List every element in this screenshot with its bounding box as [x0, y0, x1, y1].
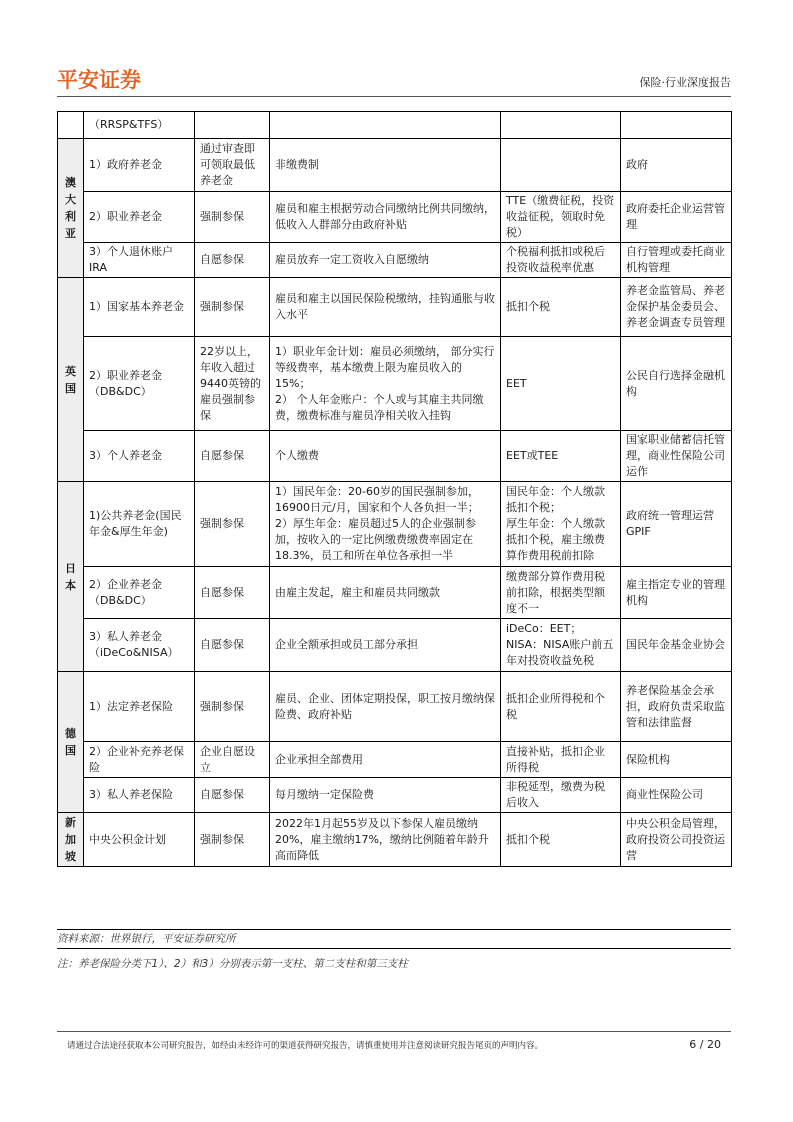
funding-cell: 雇员和雇主以国民保险税缴纳，挂钩通胀与收入水平	[270, 278, 501, 337]
plan-cell: 1）法定养老保险	[84, 672, 195, 742]
management-cell: 自行管理或委托商业机构管理	[621, 243, 732, 278]
table-row	[58, 337, 732, 431]
disclaimer-text: 请通过合法途径获取本公司研究报告，如经由未经许可的渠道获得研究报告，请慎重使用并注意阅读研究报告尾页的声明内容。	[67, 1041, 544, 1051]
tax-cell	[501, 139, 621, 192]
country-cell	[58, 813, 84, 867]
plan-cell: 3）私人养老保险	[84, 778, 195, 813]
plan-cell: 2）企业养老金（DB&DC）	[84, 567, 195, 619]
country-cell	[58, 139, 84, 278]
table-row	[58, 672, 732, 742]
management-cell: 养老保险基金会承担，政府负责采取监管和法律监督	[621, 672, 732, 742]
tax-cell: EET	[501, 337, 621, 431]
plan-cell: 3）私人养老金（iDeCo&NISA）	[84, 619, 195, 672]
table-row	[58, 431, 732, 482]
table-row	[58, 813, 732, 867]
tax-cell: iDeCo：EET； NISA：NISA账户前五年对投资收益免税	[501, 619, 621, 672]
funding-cell	[270, 112, 501, 139]
country-cell	[58, 482, 84, 672]
management-cell: 公民自行选择金融机构	[621, 337, 732, 431]
country-label: 英国	[65, 364, 76, 395]
funding-cell: 雇员放弃一定工资收入自愿缴纳	[270, 243, 501, 278]
funding-cell: 每月缴纳一定保险费	[270, 778, 501, 813]
table-row	[58, 192, 732, 243]
tax-cell: 缴费部分算作费用税前扣除，根据类型额度不一	[501, 567, 621, 619]
type-cell: 自愿参保	[195, 619, 270, 672]
table-row	[58, 243, 732, 278]
management-cell: 政府委托企业运营管理	[621, 192, 732, 243]
type-cell: 自愿参保	[195, 243, 270, 278]
tax-cell: EET或TEE	[501, 431, 621, 482]
tax-cell	[501, 112, 621, 139]
table-row	[58, 112, 732, 139]
table-row	[58, 482, 732, 567]
management-cell: 雇主指定专业的管理机构	[621, 567, 732, 619]
country-label: 澳大利亚	[65, 176, 76, 240]
tax-cell: 抵扣个税	[501, 813, 621, 867]
report-type-label: 保险·行业深度报告	[639, 76, 731, 89]
country-label: 新加坡	[65, 816, 76, 863]
plan-cell: 1)公共养老金(国民年金&厚生年金)	[84, 482, 195, 567]
management-cell: 养老金监管局、养老金保护基金委员会、养老金调查专员管理	[621, 278, 732, 337]
table-row	[58, 278, 732, 337]
funding-cell: 企业全额承担或员工部分承担	[270, 619, 501, 672]
footnote: 注：养老保险分类下1）、2）和3）分别表示第一支柱、第二支柱和第三支柱	[57, 958, 408, 970]
pension-comparison-table	[57, 111, 732, 867]
country-cell	[58, 278, 84, 482]
funding-cell: 雇员、企业、团体定期投保，职工按月缴纳保险费、政府补贴	[270, 672, 501, 742]
funding-cell: 1）国民年金：20-60岁的国民强制参加，16900日元/月，国家和个人各负担一半； 2）厚生年金：雇员超过5人的企业强制参加，按收入的一定比例缴费缴费率固定在18.3%，员工和所在单位各承担一半	[270, 482, 501, 567]
plan-cell: 1）政府养老金	[84, 139, 195, 192]
management-cell: 商业性保险公司	[621, 778, 732, 813]
footer-divider	[57, 1031, 731, 1032]
tax-cell: 个税福利抵扣或税后投资收益税率优惠	[501, 243, 621, 278]
type-cell: 强制参保	[195, 278, 270, 337]
management-cell: 政府统一管理运营GPIF	[621, 482, 732, 567]
type-cell: 强制参保	[195, 482, 270, 567]
management-cell: 政府	[621, 139, 732, 192]
type-cell	[195, 112, 270, 139]
source-note: 资料来源：世界银行，平安证券研究所	[57, 929, 731, 949]
type-cell: 强制参保	[195, 192, 270, 243]
plan-cell: 2）企业补充养老保险	[84, 742, 195, 778]
management-cell: 中央公积金局管理，政府投资公司投资运营	[621, 813, 732, 867]
funding-cell: 企业承担全部费用	[270, 742, 501, 778]
country-cell	[58, 672, 84, 813]
plan-cell: 3）个人退休账户IRA	[84, 243, 195, 278]
plan-cell: 中央公积金计划	[84, 813, 195, 867]
funding-cell: 2022年1月起55岁及以下参保人雇员缴纳20%，雇主缴纳17%，缴纳比例随着年龄升高而降低	[270, 813, 501, 867]
plan-cell: 2）职业养老金	[84, 192, 195, 243]
type-cell: 通过审查即可领取最低养老金	[195, 139, 270, 192]
type-cell: 22岁以上，年收入超过9440英镑的雇员强制参保	[195, 337, 270, 431]
table-row	[58, 778, 732, 813]
management-cell: 保险机构	[621, 742, 732, 778]
management-cell: 国家职业储蓄信托管理，商业性保险公司运作	[621, 431, 732, 482]
table-row	[58, 619, 732, 672]
plan-cell: 3）个人养老金	[84, 431, 195, 482]
management-cell	[621, 112, 732, 139]
tax-cell: 抵扣个税	[501, 278, 621, 337]
funding-cell: 非缴费制	[270, 139, 501, 192]
tax-cell: 直接补贴，抵扣企业所得税	[501, 742, 621, 778]
table-row	[58, 567, 732, 619]
type-cell: 强制参保	[195, 813, 270, 867]
type-cell: 自愿参保	[195, 567, 270, 619]
funding-cell: 由雇主发起，雇主和雇员共同缴款	[270, 567, 501, 619]
type-cell: 自愿参保	[195, 431, 270, 482]
type-cell: 企业自愿设立	[195, 742, 270, 778]
funding-cell: 雇员和雇主根据劳动合同缴纳比例共同缴纳，低收入人群部分由政府补贴	[270, 192, 501, 243]
country-label: 德国	[65, 727, 76, 757]
tax-cell: 抵扣企业所得税和个税	[501, 672, 621, 742]
page-number: 6 / 20	[689, 1038, 721, 1051]
company-logo: 平安证券	[57, 68, 141, 92]
table-row	[58, 742, 732, 778]
plan-cell: 2）职业养老金（DB&DC）	[84, 337, 195, 431]
header-divider	[57, 96, 731, 97]
country-label: 日本	[65, 561, 76, 592]
plan-cell: （RRSP&TFS）	[84, 112, 195, 139]
country-cell	[58, 112, 84, 139]
plan-cell: 1）国家基本养老金	[84, 278, 195, 337]
management-cell: 国民年金基金业协会	[621, 619, 732, 672]
type-cell: 自愿参保	[195, 778, 270, 813]
tax-cell: TTE（缴费征税，投资收益征税，领取时免税）	[501, 192, 621, 243]
funding-cell: 1）职业年金计划：雇员必须缴纳， 部分实行等级费率，基本缴费上限为雇员收入的15%； 2） 个人年金账户：个人或与其雇主共同缴费，缴费标准与雇员净相关收入挂钩	[270, 337, 501, 431]
table-row	[58, 139, 732, 192]
tax-cell: 国民年金：个人缴款抵扣个税； 厚生年金：个人缴款抵扣个税，雇主缴费算作费用税前扣除	[501, 482, 621, 567]
tax-cell: 非税延型，缴费为税后收入	[501, 778, 621, 813]
type-cell: 强制参保	[195, 672, 270, 742]
funding-cell: 个人缴费	[270, 431, 501, 482]
